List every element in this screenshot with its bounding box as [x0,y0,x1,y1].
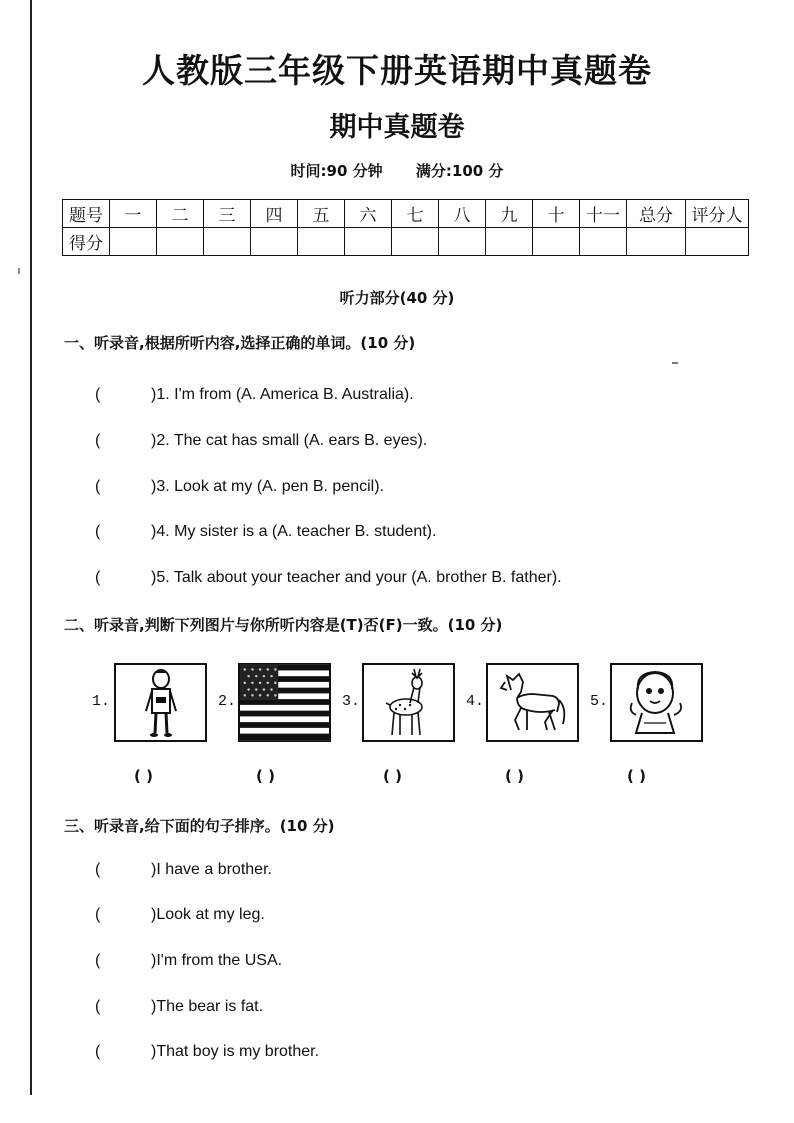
part3-sentence [95,906,265,924]
score-table [62,199,749,256]
answer-paren[interactable]: ( [95,569,101,586]
score-header-cell: 六 [345,200,392,228]
answer-paren[interactable]: ( ) [383,767,402,785]
sentence-text: )I have a brother. [151,861,272,878]
answer-paren[interactable]: ( [95,523,101,540]
question-text: )1. I'm from (A. America B. Australia). [151,386,414,403]
part1-question [95,523,436,541]
score-header-cell: 二 [157,200,204,228]
score-cell[interactable] [439,228,486,256]
sentence-text: )Look at my leg. [151,906,265,923]
picture-number: 5. [590,693,609,710]
part3-sentence [95,952,282,970]
score-cell[interactable] [486,228,533,256]
score-header-cell: 九 [486,200,533,228]
score-header-cell: 十一 [580,200,627,228]
sentence-text: )The bear is fat. [151,998,264,1015]
score-cell[interactable] [204,228,251,256]
part3-sentence [95,998,263,1016]
stray-mark [672,362,678,364]
question-text: )2. The cat has small (A. ears B. eyes). [151,432,428,449]
score-cell[interactable] [157,228,204,256]
answer-paren[interactable]: ( [95,998,101,1015]
time-label: 时间:90 分钟 [290,162,383,180]
score-cell[interactable] [686,228,749,256]
answer-paren[interactable]: ( ) [505,767,524,785]
picture-row [92,663,732,745]
score-row-label: 得分 [63,228,110,256]
question-text: )3. Look at my (A. pen B. pencil). [151,478,384,495]
part1-question [95,478,384,496]
picture-number: 2. [218,693,237,710]
score-header-cell: 四 [251,200,298,228]
exam-subtitle: 期中真题卷 [329,112,465,143]
usa-flag-icon [238,663,331,742]
question-text: )5. Talk about your teacher and your (A. brother B. father). [151,569,562,586]
score-value-row [63,228,749,256]
answer-paren[interactable]: ( [95,386,101,403]
sentence-text: )I'm from the USA. [151,952,283,969]
boy-icon [114,663,207,742]
question-text: )4. My sister is a (A. teacher B. student). [151,523,437,540]
part2-heading: 二、听录音,判断下列图片与你所听内容是(T)否(F)一致。(10 分) [64,616,503,634]
answer-paren[interactable]: ( ) [256,767,275,785]
part1-heading: 一、听录音,根据所听内容,选择正确的单词。(10 分) [64,334,416,352]
score-cell[interactable] [345,228,392,256]
score-cell[interactable] [392,228,439,256]
answer-paren[interactable]: ( [95,861,101,878]
score-cell[interactable] [110,228,157,256]
picture-number: 3. [342,693,361,710]
exam-meta [0,160,794,181]
score-cell[interactable] [580,228,627,256]
score-header-cell: 总分 [627,200,686,228]
picture-number: 1. [92,693,111,710]
part1-question [95,386,414,404]
exam-title: 人教版三年级下册英语期中真题卷 [142,51,652,90]
score-header-cell: 八 [439,200,486,228]
score-cell[interactable] [627,228,686,256]
answer-paren[interactable]: ( [95,478,101,495]
sentence-text: )That boy is my brother. [151,1043,320,1060]
answer-paren[interactable]: ( ) [627,767,646,785]
score-cell[interactable] [298,228,345,256]
answer-paren[interactable]: ( [95,906,101,923]
answer-paren[interactable]: ( ) [134,767,153,785]
horse-icon [486,663,579,742]
score-header-cell: 一 [110,200,157,228]
part1-question [95,569,562,587]
answer-paren[interactable]: ( [95,1043,101,1060]
score-header-row [63,200,749,228]
part1-question [95,432,427,450]
full-score-label: 满分:100 分 [415,162,504,180]
score-header-cell: 评分人 [686,200,749,228]
score-cell[interactable] [251,228,298,256]
score-header-cell: 题号 [63,200,110,228]
girl-icon [610,663,703,742]
listening-section-title: 听力部分(40 分) [339,289,455,307]
score-header-cell: 七 [392,200,439,228]
picture-number: 4. [466,693,485,710]
answer-paren[interactable]: ( [95,952,101,969]
part3-sentence [95,861,272,879]
part3-heading: 三、听录音,给下面的句子排序。(10 分) [64,817,335,835]
answer-paren[interactable]: ( [95,432,101,449]
part3-sentence [95,1043,319,1061]
score-header-cell: 五 [298,200,345,228]
score-header-cell: 三 [204,200,251,228]
deer-icon [362,663,455,742]
score-header-cell: 十 [533,200,580,228]
margin-mark [18,268,20,274]
score-cell[interactable] [533,228,580,256]
